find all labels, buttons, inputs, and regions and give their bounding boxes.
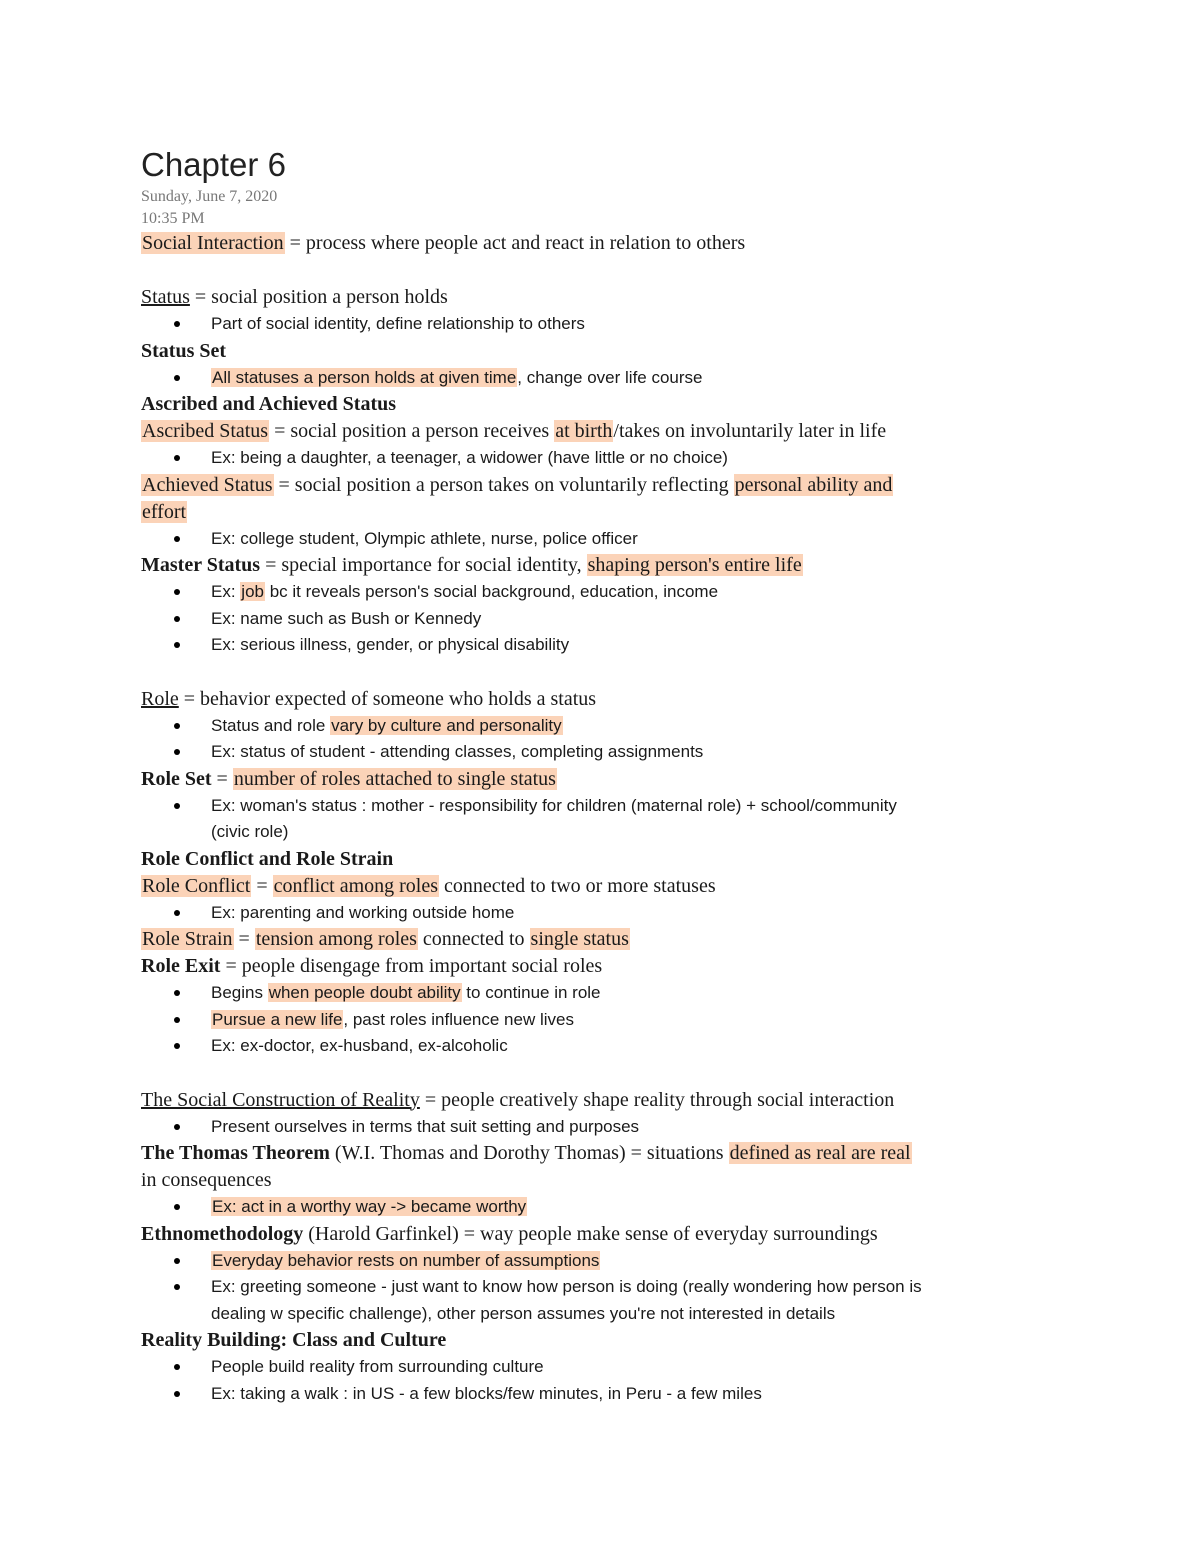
conflict-strain-heading: Role Conflict and Role Strain [141,847,394,870]
role-exit-definition: Role Exit = people disengage from important social roles [141,955,603,977]
page-time: 10:35 PM [141,210,205,227]
ethnomethodology-definition: Ethnomethodology (Harold Garfinkel) = way people make sense of everyday surroundings [141,1222,878,1245]
thomas-list [141,1194,1061,1221]
list-item: Ex: greeting someone - just want to know how person is doing (really wondering how person is dealing w specific challenge), other person assumes you're not interested in details [141,1274,1061,1327]
social-interaction-term: Social Interaction [142,232,284,254]
bullet-icon [174,1391,180,1397]
bullet-icon [174,749,180,755]
ascribed-status-definition: Ascribed Status = social position a person receives at birth/takes on involuntarily later in life [142,420,887,442]
thomas-theorem-definition-cont: in consequences [141,1169,272,1191]
reality-building-heading: Reality Building: Class and Culture [141,1329,447,1351]
reality-building-list [141,1354,1061,1407]
bullet-icon [174,1124,180,1130]
role-conflict-list [141,900,1061,927]
bullet-icon [174,1043,180,1049]
list-item: Ex: ex-doctor, ex-husband, ex-alcoholic [141,1033,1061,1060]
role-set-list [141,793,1061,846]
list-item: People build reality from surrounding culture [141,1354,1061,1381]
bullet-icon [174,616,180,622]
master-list [141,579,1061,659]
bullet-icon [174,1258,180,1264]
achieved-status-definition-cont: effort [142,500,187,523]
master-status-definition: Master Status = special importance for social identity, shaping person's entire life [141,554,802,576]
list-item: Ex: serious illness, gender, or physical disability [141,632,1061,659]
list-item: All statuses a person holds at given time, change over life course [141,365,1061,392]
list-item: Ex: parenting and working outside home [141,900,1061,927]
notes-page [141,144,1061,1407]
achieved-list [141,526,1061,553]
thomas-theorem-definition: The Thomas Theorem (W.I. Thomas and Dorothy Thomas) = situations defined as real are real [141,1142,911,1164]
list-item: Ex: being a daughter, a teenager, a widower (have little or no choice) [141,445,1061,472]
list-item: Present ourselves in terms that suit setting and purposes [141,1114,1061,1141]
role-set-definition: Role Set = number of roles attached to single status [141,767,556,790]
list-item: Ex: taking a walk : in US - a few blocks/few minutes, in Peru - a few miles [141,1381,1061,1408]
social-construction-list [141,1114,1061,1141]
status-set-list [141,365,1061,392]
status-term: Status [141,286,190,308]
list-item: Ex: college student, Olympic athlete, nurse, police officer [141,526,1061,553]
list-item: Ex: job bc it reveals person's social background, education, income [141,579,1061,606]
role-conflict-definition: Role Conflict = conflict among roles connected to two or more statuses [142,874,716,897]
bullet-icon [174,1204,180,1210]
role-exit-list [141,980,1061,1060]
ethnomethodology-list [141,1248,1061,1328]
status-definition: Status = social position a person holds [141,286,448,308]
list-item: Part of social identity, define relationship to others [141,311,1061,338]
ascribed-list [141,445,1061,472]
ascribed-achieved-heading: Ascribed and Achieved Status [141,393,397,415]
bullet-icon [174,536,180,542]
role-strain-definition: Role Strain = tension among roles connected to single status [142,928,629,950]
list-item: Begins when people doubt ability to continue in role [141,980,1061,1007]
list-item: Ex: act in a worthy way -> became worthy [141,1194,1061,1221]
list-item: Everyday behavior rests on number of assumptions [141,1248,1061,1275]
bullet-icon [174,723,180,729]
bullet-icon [174,1017,180,1023]
achieved-status-definition: Achieved Status = social position a person takes on voluntarily reflecting personal ability and [142,473,893,496]
bullet-icon [174,1284,180,1290]
list-item: Ex: woman's status : mother - responsibility for children (maternal role) + school/community (civic role) [141,793,1061,846]
bullet-icon [174,642,180,648]
status-set-heading: Status Set [141,339,227,362]
bullet-icon [174,455,180,461]
list-item: Ex: status of student - attending classes, completing assignments [141,739,1061,766]
role-definition: Role = behavior expected of someone who holds a status [141,687,597,710]
bullet-icon [174,589,180,595]
social-construction-definition: The Social Construction of Reality = people creatively shape reality through social interaction [141,1088,895,1111]
social-interaction-definition: Social Interaction = process where people act and react in relation to others [142,232,746,254]
bullet-icon [174,321,180,327]
status-list [141,311,1061,338]
list-item: Status and role vary by culture and personality [141,713,1061,740]
page-date: Sunday, June 7, 2020 [141,188,278,205]
bullet-icon [174,1364,180,1370]
role-list [141,713,1061,766]
bullet-icon [174,375,180,381]
list-item: Ex: name such as Bush or Kennedy [141,606,1061,633]
bullet-icon [174,990,180,996]
list-item: Pursue a new life, past roles influence new lives [141,1007,1061,1034]
page-title: Chapter 6 [141,146,286,183]
bullet-icon [174,803,180,809]
bullet-icon [174,910,180,916]
